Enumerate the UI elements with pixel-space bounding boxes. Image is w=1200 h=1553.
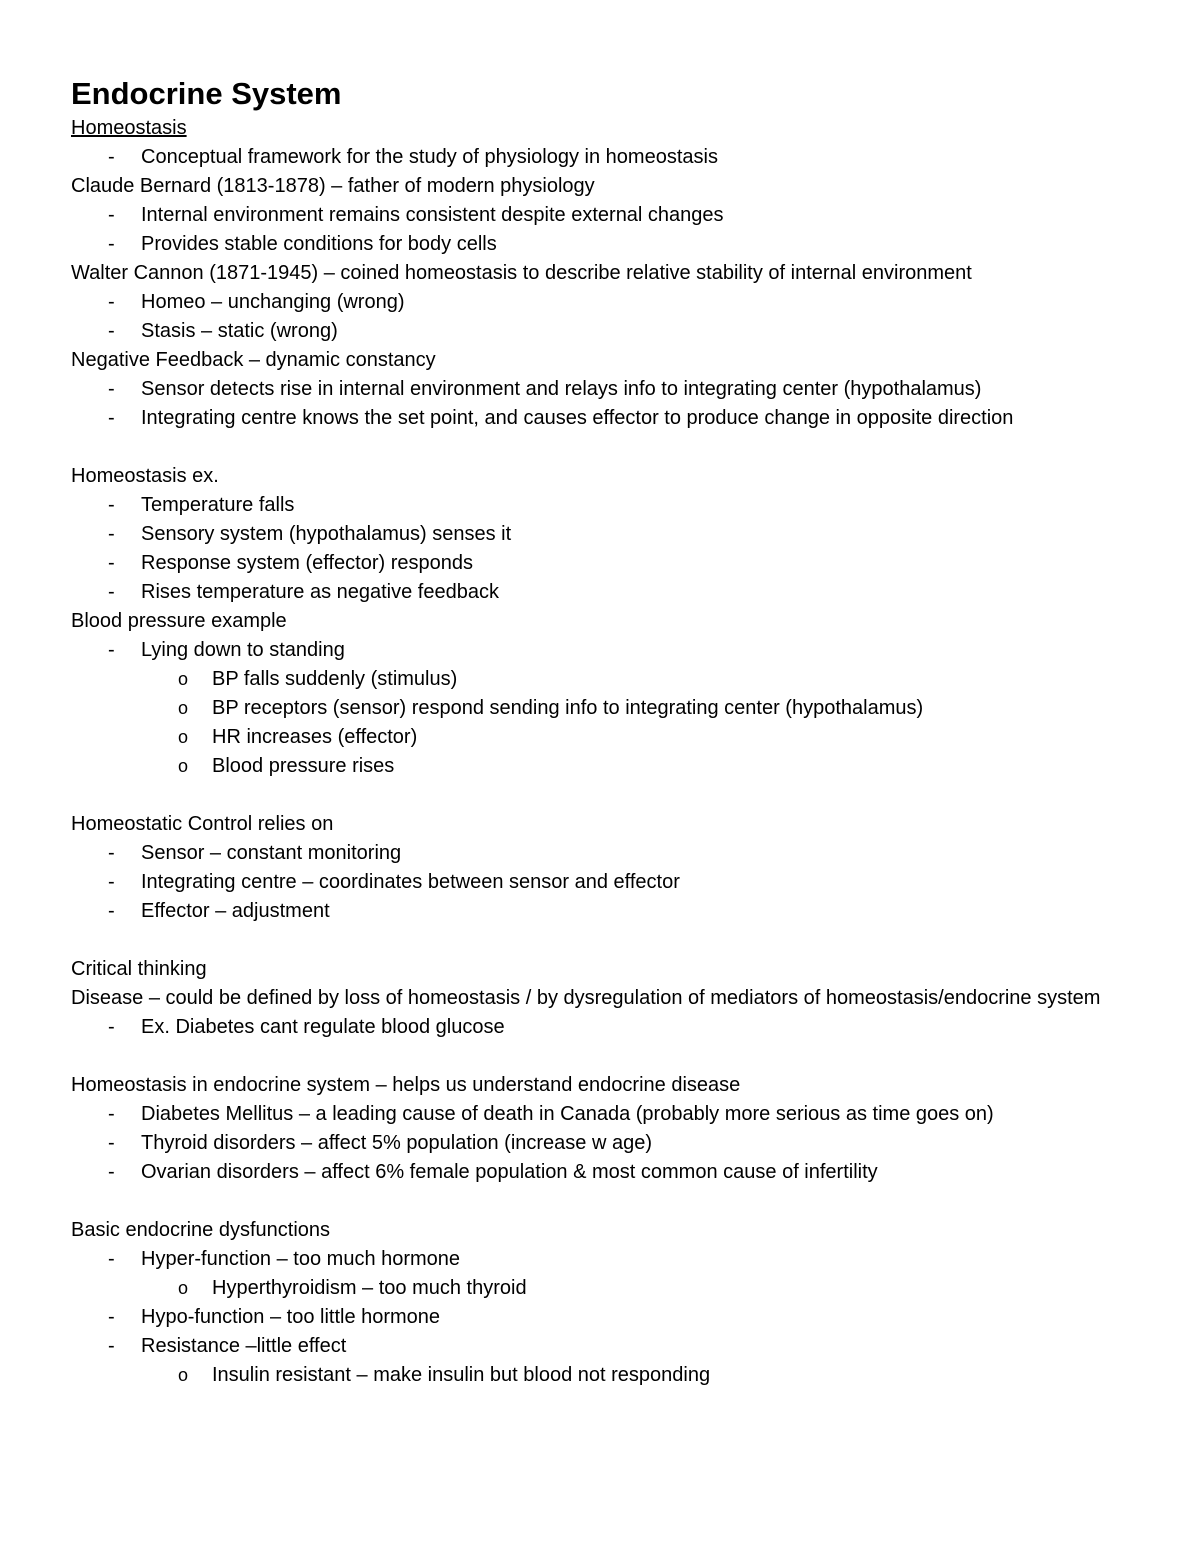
bullet-text: Ovarian disorders – affect 6% female population & most common cause of infertility [141,1161,878,1183]
text-line: Claude Bernard (1813-1878) – father of modern physiology [71,175,595,197]
dash-bullet: - [108,1103,115,1125]
bullet-item [71,317,1131,346]
blank-line [71,1042,1131,1071]
sub-bullet-item [71,694,1131,723]
bullet-item [71,1100,1131,1129]
bullet-text: Integrating centre knows the set point, and causes effector to produce change in opposite direction [141,407,1014,429]
bullet-text: Ex. Diabetes cant regulate blood glucose [141,1016,505,1038]
circle-bullet: o [178,1365,189,1385]
dash-bullet: - [108,639,115,661]
dash-bullet: - [108,1306,115,1328]
dash-bullet: - [108,1016,115,1038]
sub-bullet-item [71,665,1131,694]
sub-bullet-item [71,1361,1131,1390]
bullet-text: Insulin resistant – make insulin but blood not responding [212,1364,711,1386]
bullet-text: Homeo – unchanging (wrong) [141,291,405,313]
bullet-text: Hypo-function – too little hormone [141,1306,441,1328]
blank-line [71,1187,1131,1216]
bullet-text: Internal environment remains consistent despite external changes [141,204,724,226]
bullet-text: Effector – adjustment [141,900,330,922]
dash-bullet: - [108,291,115,313]
text-line: Disease – could be defined by loss of homeostasis / by dysregulation of mediators of homeostasis/endocrine system [71,987,1101,1009]
bullet-item [71,578,1131,607]
bullet-item [71,288,1131,317]
bullet-item [71,520,1131,549]
bullet-text: Rises temperature as negative feedback [141,581,499,603]
bullet-text: Response system (effector) responds [141,552,474,574]
page-title: Endocrine System [71,76,342,111]
bullet-text: Provides stable conditions for body cells [141,233,497,255]
text-line: Homeostatic Control relies on [71,813,334,835]
bullet-item [71,868,1131,897]
circle-bullet: o [178,669,189,689]
text-line: Basic endocrine dysfunctions [71,1219,331,1241]
bullet-text: Hyper-function – too much hormone [141,1248,461,1270]
bullet-text: Temperature falls [141,494,295,516]
dash-bullet: - [108,320,115,342]
circle-bullet: o [178,698,189,718]
dash-bullet: - [108,581,115,603]
bullet-item [71,491,1131,520]
section-heading-homeostasis: Homeostasis [71,117,187,139]
blank-line [71,926,1131,955]
dash-bullet: - [108,871,115,893]
bullet-text: BP receptors (sensor) respond sending info to integrating center (hypothalamus) [212,697,924,719]
dash-bullet: - [108,494,115,516]
bullet-item [71,404,1131,433]
bullet-item [71,1129,1131,1158]
bullet-item [71,143,1131,172]
bullet-item [71,1303,1131,1332]
bullet-text: Conceptual framework for the study of physiology in homeostasis [141,146,718,168]
text-line: Negative Feedback – dynamic constancy [71,349,436,371]
dash-bullet: - [108,1248,115,1270]
dash-bullet: - [108,900,115,922]
notes-body [71,78,1131,1390]
bullet-text: Lying down to standing [141,639,345,661]
bullet-item [71,1158,1131,1187]
bullet-text: Thyroid disorders – affect 5% population (increase w age) [141,1132,653,1154]
bullet-text: HR increases (effector) [212,726,418,748]
bullet-text: Stasis – static (wrong) [141,320,338,342]
text-line: Walter Cannon (1871-1945) – coined homeostasis to describe relative stability of internal environment [71,262,972,284]
bullet-item [71,375,1131,404]
bullet-item [71,549,1131,578]
bullet-text: Sensor – constant monitoring [141,842,402,864]
text-line: Blood pressure example [71,610,287,632]
dash-bullet: - [108,1132,115,1154]
bullet-text: BP falls suddenly (stimulus) [212,668,458,690]
sub-bullet-item [71,1274,1131,1303]
dash-bullet: - [108,1161,115,1183]
bullet-text: Sensory system (hypothalamus) senses it [141,523,512,545]
blank-line [71,433,1131,462]
text-line: Homeostasis ex. [71,465,219,487]
bullet-item [71,230,1131,259]
circle-bullet: o [178,727,189,747]
dash-bullet: - [108,552,115,574]
bullet-item [71,1332,1131,1361]
dash-bullet: - [108,233,115,255]
bullet-text: Hyperthyroidism – too much thyroid [212,1277,527,1299]
bullet-text: Resistance –little effect [141,1335,347,1357]
bullet-item [71,839,1131,868]
bullet-text: Blood pressure rises [212,755,395,777]
dash-bullet: - [108,407,115,429]
dash-bullet: - [108,1335,115,1357]
bullet-item [71,1245,1131,1274]
text-line: Critical thinking [71,958,207,980]
sub-bullet-item [71,723,1131,752]
bullet-text: Sensor detects rise in internal environment and relays info to integrating center (hypothalamus) [141,378,982,400]
circle-bullet: o [178,756,189,776]
blank-line [71,781,1131,810]
sub-bullet-item [71,752,1131,781]
bullet-text: Diabetes Mellitus – a leading cause of death in Canada (probably more serious as time goes on) [141,1103,994,1125]
dash-bullet: - [108,146,115,168]
dash-bullet: - [108,523,115,545]
dash-bullet: - [108,378,115,400]
circle-bullet: o [178,1278,189,1298]
bullet-item [71,1013,1131,1042]
text-line: Homeostasis in endocrine system – helps us understand endocrine disease [71,1074,741,1096]
bullet-item [71,897,1131,926]
bullet-item [71,636,1131,665]
dash-bullet: - [108,842,115,864]
dash-bullet: - [108,204,115,226]
bullet-text: Integrating centre – coordinates between sensor and effector [141,871,680,893]
bullet-item [71,201,1131,230]
